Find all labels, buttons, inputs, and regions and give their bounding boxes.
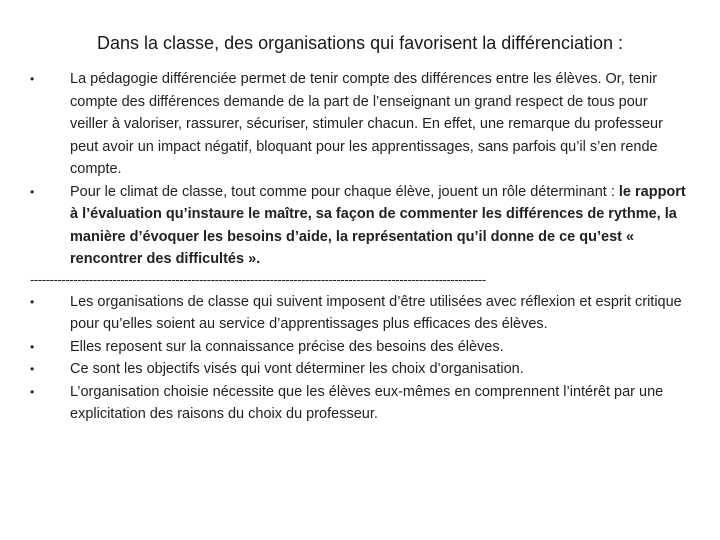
- bullet-text: Elles reposent sur la connaissance précise des besoins des élèves.: [70, 338, 504, 355]
- bullet-icon: •: [30, 362, 35, 376]
- bullet-item: [30, 68, 686, 181]
- bullet-item: [30, 181, 686, 271]
- bullet-icon: •: [30, 384, 35, 399]
- bullet-icon: •: [30, 72, 35, 86]
- bullet-text: Ce sont les objectifs visés qui vont déterminer les choix d’organisation.: [70, 361, 524, 377]
- bullet-bold-text: le rapport à l’évaluation qu’instaure le maître, sa façon de commenter les différences de rythme, la manière d’évoquer les besoins d’aide, la représentation qu’il donne de ce qu’est « rencontrer des difficultés ».: [70, 183, 686, 267]
- slide-title: Dans la classe, des organisations qui favorisent la différenciation :: [97, 33, 623, 53]
- slide-content: [30, 68, 686, 426]
- bullet-icon: •: [30, 184, 35, 199]
- bullet-item: [30, 381, 686, 426]
- bullet-list-section-2: [30, 291, 686, 426]
- bullet-text: Pour le climat de classe, tout comme pour chaque élève, jouent un rôle déterminant :: [70, 183, 619, 200]
- bullet-icon: •: [30, 294, 35, 309]
- dashed-divider: --------------------------------------------------------------------------------------------------------------------: [30, 271, 486, 287]
- bullet-icon: •: [30, 339, 35, 354]
- bullet-item: [30, 291, 686, 336]
- bullet-item: [30, 336, 686, 359]
- bullet-text: La pédagogie différenciée permet de tenir compte des différences entre les élèves. Or, tenir compte des différences demande de la part de l’enseignant un grand respect de tous pour veiller à valoriser, rassurer, sécuriser, stimuler chacun. En effet, une remarque du professeur peut avoir un impact négatif, bloquant pour les apprentissages, sans parfois qu’il s’en rende compte.: [70, 71, 663, 177]
- bullet-item: [30, 358, 686, 381]
- bullet-list-section-1: [30, 68, 686, 271]
- bullet-text: L’organisation choisie nécessite que les élèves eux-mêmes en comprennent l’intérêt par une explicitation des raisons du choix du professeur.: [70, 383, 664, 422]
- bullet-text: Les organisations de classe qui suivent imposent d’être utilisées avec réflexion et esprit critique pour qu’elles soient au service d’apprentissages plus efficaces des élèves.: [70, 293, 682, 332]
